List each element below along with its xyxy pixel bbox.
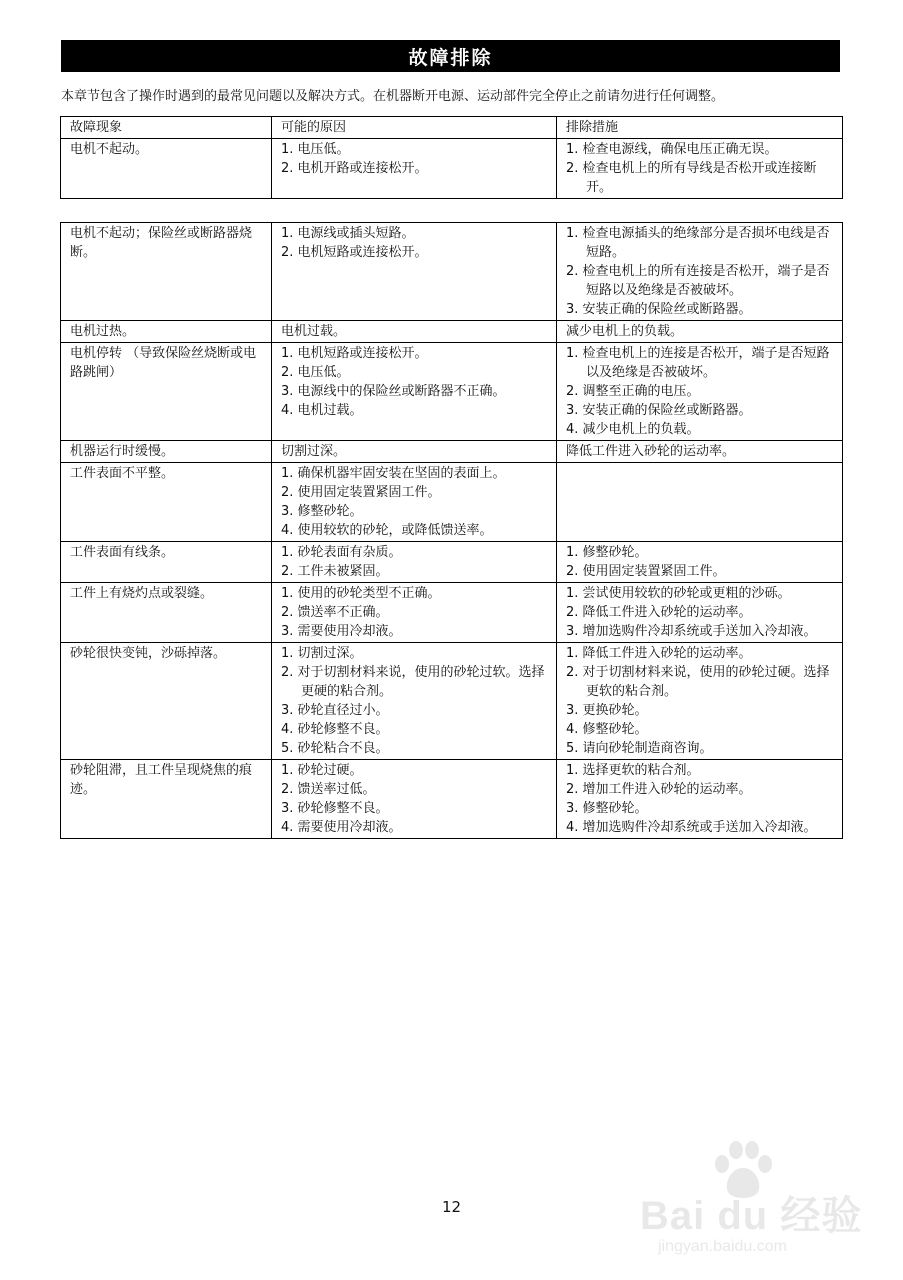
list-item: 3. 砂轮直径过小。	[281, 703, 389, 718]
cause-cell	[272, 223, 557, 321]
list-item: 2. 对于切割材料来说，使用的砂轮过软。选择更硬的粘合剂。	[281, 665, 545, 699]
list-item: 2. 使用固定装置紧固工件。	[281, 485, 441, 500]
list-item: 2. 馈送率过低。	[281, 782, 376, 797]
cause-cell-list	[281, 344, 551, 420]
remedy-cell	[557, 583, 843, 643]
remedy-cell-list	[566, 584, 837, 641]
symptom-cell: 电机过热。	[61, 321, 272, 343]
symptom-cell: 机器运行时缓慢。	[61, 441, 272, 463]
remedy-cell	[557, 223, 843, 321]
list-item: 3. 安装正确的保险丝或断路器。	[566, 302, 752, 317]
cause-cell	[272, 760, 557, 839]
list-item: 2. 电机短路或连接松开。	[281, 245, 428, 260]
list-item: 5. 砂轮粘合不良。	[281, 741, 389, 756]
cause-cell-list	[281, 644, 551, 758]
symptom-cell: 砂轮阻滞，且工件呈现烧焦的痕迹。	[61, 760, 272, 839]
list-item: 2. 电压低。	[281, 365, 350, 380]
list-item: 2. 检查电机上的所有导线是否松开或连接断开。	[566, 161, 817, 195]
cause-cell	[272, 441, 557, 463]
list-item: 电机过载。	[281, 324, 347, 339]
troubleshooting-table-header	[60, 116, 843, 199]
header-symptom: 故障现象	[61, 117, 272, 139]
table-row	[61, 542, 843, 583]
list-item: 3. 更换砂轮。	[566, 703, 648, 718]
cause-cell-list	[281, 140, 551, 178]
table-row	[61, 139, 843, 199]
header-remedy: 排除措施	[557, 117, 843, 139]
cause-cell-list	[281, 761, 551, 837]
table-2-body	[61, 223, 843, 839]
list-item: 2. 工件未被紧固。	[281, 564, 389, 579]
table-row	[61, 643, 843, 760]
symptom-cell: 工件上有烧灼点或裂缝。	[61, 583, 272, 643]
list-item: 2. 检查电机上的所有连接是否松开，端子是否短路以及绝缘是否被破坏。	[566, 264, 830, 298]
list-item: 3. 需要使用冷却液。	[281, 624, 402, 639]
symptom-cell: 工件表面有线条。	[61, 542, 272, 583]
remedy-cell-list	[566, 224, 837, 319]
cause-cell-list	[281, 584, 551, 641]
list-item: 1. 选择更软的粘合剂。	[566, 763, 700, 778]
page-number: 12	[441, 1198, 462, 1216]
remedy-cell-list	[566, 140, 837, 197]
list-item: 1. 使用的砂轮类型不正确。	[281, 586, 441, 601]
header-cause: 可能的原因	[272, 117, 557, 139]
table-header-row	[61, 117, 843, 139]
list-item: 1. 电源线或插头短路。	[281, 226, 415, 241]
remedy-cell-list	[566, 543, 837, 581]
remedy-cell-list	[566, 344, 837, 439]
remedy-cell-list	[566, 761, 837, 837]
list-item: 切割过深。	[281, 444, 347, 459]
list-item: 1. 修整砂轮。	[566, 545, 648, 560]
list-item: 4. 电机过载。	[281, 403, 363, 418]
table-row	[61, 343, 843, 441]
remedy-cell-list	[566, 442, 837, 461]
intro-paragraph: 本章节包含了操作时遇到的最常见问题以及解决方式。在机器断开电源、运动部件完全停止之前请勿进行任何调整。	[61, 89, 725, 104]
cause-cell-list	[281, 224, 551, 262]
table-row	[61, 583, 843, 643]
table-row	[61, 760, 843, 839]
list-item: 降低工件进入砂轮的运动率。	[566, 444, 736, 459]
cause-cell	[272, 343, 557, 441]
list-item: 1. 尝试使用较软的砂轮或更粗的沙砾。	[566, 586, 791, 601]
table-row	[61, 223, 843, 321]
remedy-cell	[557, 463, 843, 542]
list-item: 2. 对于切割材料来说，使用的砂轮过硬。选择更软的粘合剂。	[566, 665, 830, 699]
list-item: 减少电机上的负载。	[566, 324, 684, 339]
list-item: 4. 增加选购件冷却系统或手送加入冷却液。	[566, 820, 817, 835]
list-item: 2. 电机开路或连接松开。	[281, 161, 428, 176]
cause-cell	[272, 321, 557, 343]
list-item: 1. 砂轮表面有杂质。	[281, 545, 402, 560]
list-item: 1. 检查电源线，确保电压正确无误。	[566, 142, 778, 157]
remedy-cell	[557, 760, 843, 839]
symptom-cell: 砂轮很快变钝，沙砾掉落。	[61, 643, 272, 760]
cause-cell	[272, 583, 557, 643]
remedy-cell	[557, 441, 843, 463]
list-item: 1. 确保机器牢固安装在坚固的表面上。	[281, 466, 506, 481]
list-item: 3. 电源线中的保险丝或断路器不正确。	[281, 384, 506, 399]
list-item: 1. 切割过深。	[281, 646, 363, 661]
list-item: 3. 安装正确的保险丝或断路器。	[566, 403, 752, 418]
remedy-cell	[557, 643, 843, 760]
cause-cell-list	[281, 322, 551, 341]
page-title: 故障排除	[408, 46, 493, 69]
list-item: 1. 降低工件进入砂轮的运动率。	[566, 646, 752, 661]
section-title-bar	[61, 40, 840, 72]
watermark-url: jingyan.baidu.com	[658, 1238, 787, 1255]
cause-cell	[272, 139, 557, 199]
list-item: 3. 修整砂轮。	[281, 504, 363, 519]
list-item: 2. 馈送率不正确。	[281, 605, 389, 620]
remedy-cell	[557, 542, 843, 583]
list-item: 4. 减少电机上的负载。	[566, 422, 700, 437]
remedy-cell-list	[566, 322, 837, 341]
list-item: 2. 使用固定装置紧固工件。	[566, 564, 726, 579]
list-item: 1. 砂轮过硬。	[281, 763, 363, 778]
list-item: 3. 增加选购件冷却系统或手送加入冷却液。	[566, 624, 817, 639]
cause-cell	[272, 463, 557, 542]
list-item: 4. 使用较软的砂轮，或降低馈送率。	[281, 523, 493, 538]
cause-cell-list	[281, 442, 551, 461]
symptom-cell: 电机停转 （导致保险丝烧断或电路跳闸）	[61, 343, 272, 441]
cause-cell-list	[281, 543, 551, 581]
cause-cell-list	[281, 464, 551, 540]
table-1-body	[61, 139, 843, 199]
list-item: 4. 修整砂轮。	[566, 722, 648, 737]
troubleshooting-table	[60, 222, 843, 839]
list-item: 1. 电压低。	[281, 142, 350, 157]
list-item: 3. 砂轮修整不良。	[281, 801, 389, 816]
remedy-cell	[557, 343, 843, 441]
remedy-cell-list	[566, 644, 837, 758]
symptom-cell: 电机不起动。	[61, 139, 272, 199]
list-item: 1. 检查电机上的连接是否松开，端子是否短路以及绝缘是否被破坏。	[566, 346, 830, 380]
remedy-cell	[557, 139, 843, 199]
cause-cell	[272, 643, 557, 760]
table-row	[61, 463, 843, 542]
cause-cell	[272, 542, 557, 583]
list-item: 5. 请向砂轮制造商咨询。	[566, 741, 713, 756]
list-item: 4. 需要使用冷却液。	[281, 820, 402, 835]
list-item: 2. 增加工件进入砂轮的运动率。	[566, 782, 752, 797]
list-item: 3. 修整砂轮。	[566, 801, 648, 816]
remedy-cell	[557, 321, 843, 343]
list-item: 1. 电机短路或连接松开。	[281, 346, 428, 361]
list-item: 2. 降低工件进入砂轮的运动率。	[566, 605, 752, 620]
watermark-brand: Bai du 经验	[640, 1194, 863, 1238]
list-item: 1. 检查电源插头的绝缘部分是否损坏电线是否短路。	[566, 226, 830, 260]
list-item: 4. 砂轮修整不良。	[281, 722, 389, 737]
table-row	[61, 321, 843, 343]
symptom-cell: 工件表面不平整。	[61, 463, 272, 542]
list-item: 2. 调整至正确的电压。	[566, 384, 700, 399]
watermark	[630, 1140, 870, 1260]
table-row	[61, 441, 843, 463]
symptom-cell: 电机不起动；保险丝或断路器烧断。	[61, 223, 272, 321]
